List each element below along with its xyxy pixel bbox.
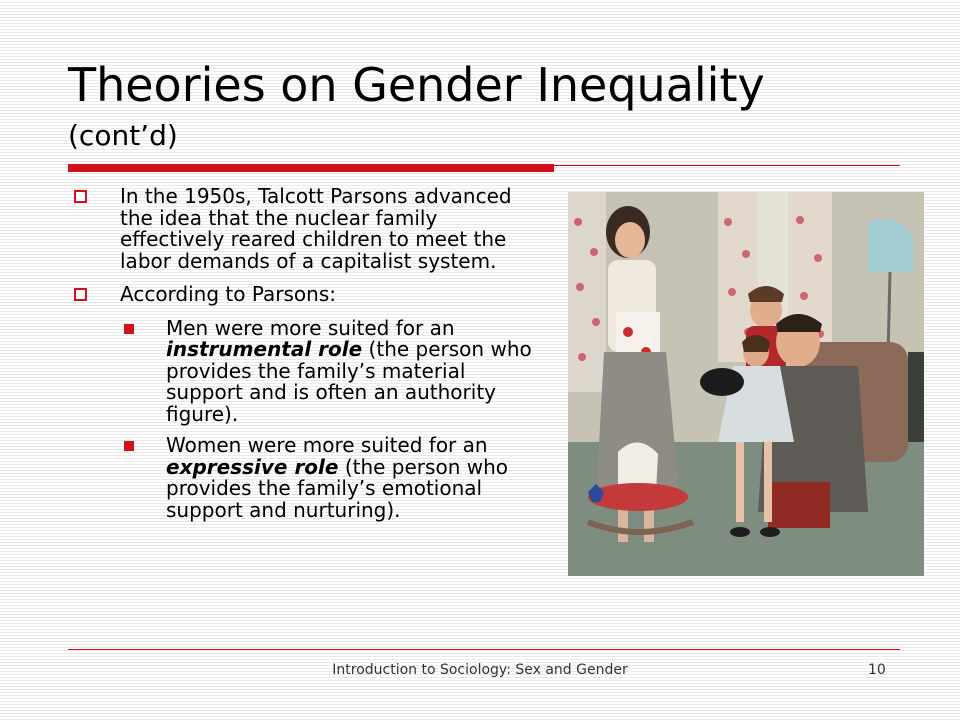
sub-bullet-text-end: (the person who provides the family’s material support and is often an authority figure).	[166, 337, 532, 426]
term-instrumental-role: instrumental role	[166, 337, 363, 361]
bullet-text: According to Parsons:	[120, 282, 336, 306]
sub-bullet-women	[70, 435, 540, 521]
sub-bullet-text-start: Men were more suited for an	[166, 315, 455, 340]
square-bullet-icon	[74, 190, 87, 203]
footer-rule-line	[68, 649, 900, 650]
sub-bullet-men	[70, 315, 540, 426]
title-accent-bar	[68, 164, 554, 172]
filled-square-bullet-icon	[124, 324, 134, 334]
page-number: 10	[868, 662, 886, 678]
square-bullet-icon	[74, 288, 87, 301]
bullet-according-to-parsons	[70, 284, 540, 306]
slide-subtitle: (cont’d)	[68, 119, 178, 152]
term-expressive-role: expressive role	[166, 454, 339, 479]
family-photo	[568, 192, 924, 576]
filled-square-bullet-icon	[124, 441, 134, 451]
slide-title: Theories on Gender Inequality	[68, 58, 765, 112]
bullet-parsons-1950s	[70, 186, 540, 272]
sub-bullet-text-start: Women were more suited for an	[166, 433, 488, 457]
slide-body	[70, 186, 540, 531]
title-rule-line	[554, 165, 900, 166]
bullet-text: In the 1950s, Talcott Parsons advanced the idea that the nuclear family effectively reared children to meet the labor demands of a capitalist system.	[120, 184, 512, 273]
sub-bullet-text-end: (the person who provides the family’s emotional support and nurturing).	[166, 454, 508, 522]
footer-course-title: Introduction to Sociology: Sex and Gender	[332, 662, 628, 678]
